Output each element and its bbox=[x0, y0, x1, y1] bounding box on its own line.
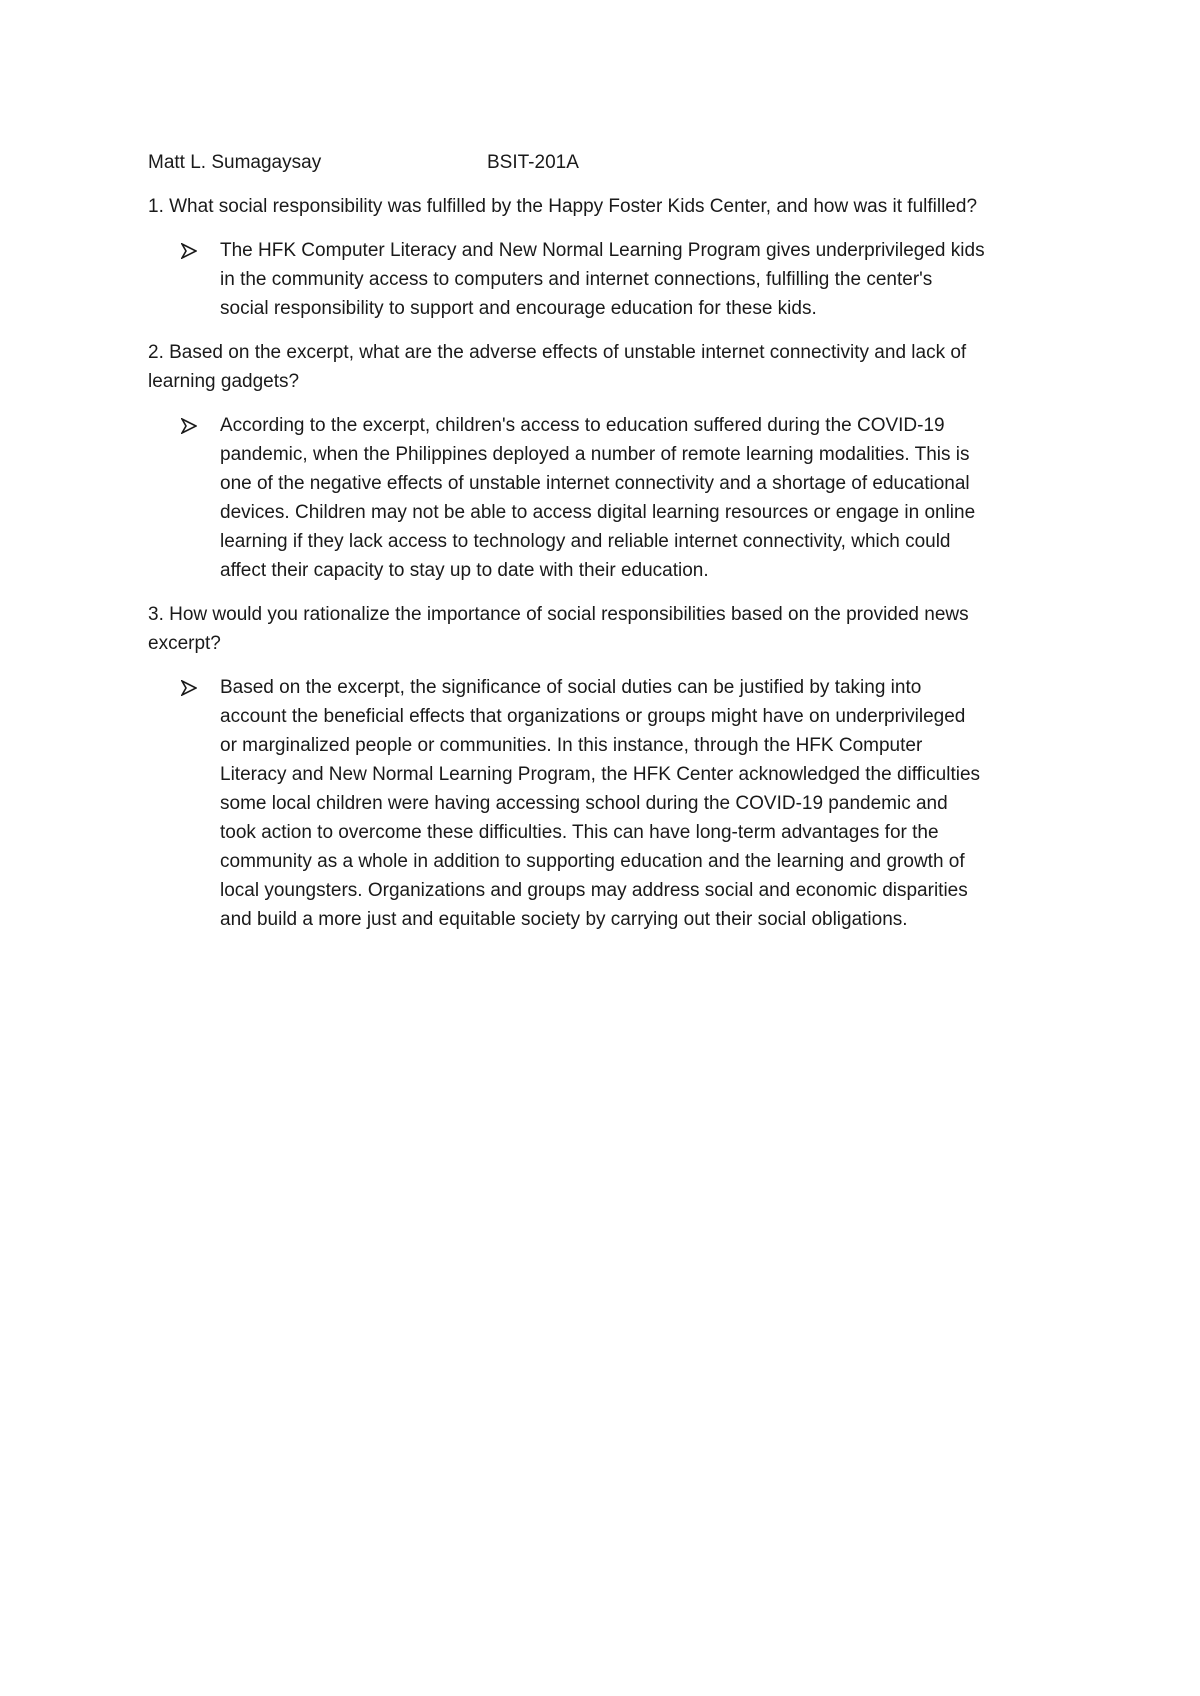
answer-3-text: Based on the excerpt, the significance of social duties can be justified by taking into account the beneficial effects that organizations or groups might have on underprivileged or marginalized people or communities. In this instance, through the HFK Computer Literacy and New Normal Learning Program, the HFK Center acknowledged the difficulties some local children were having accessing school during the COVID-19 pandemic and took action to overcome these difficulties. This can have long-term advantages for the community as a whole in addition to supporting education and the learning and growth of local youngsters. Organizations and groups may address social and economic disparities and build a more just and equitable society by carrying out their social obligations. bbox=[220, 677, 981, 930]
section-code: BSIT-201A bbox=[487, 152, 579, 173]
document-body bbox=[148, 148, 988, 949]
document-header bbox=[148, 148, 988, 177]
answer-1 bbox=[148, 236, 986, 323]
answer-2-text: According to the excerpt, children's access to education suffered during the COVID-19 pandemic, when the Philippines deployed a number of remote learning modalities. This is one of the negative effects of unstable internet connectivity and a shortage of educational devices. Children may not be able to access digital learning resources or engage in online learning if they lack access to technology and reliable internet connectivity, which could affect their capacity to stay up to date with their education. bbox=[220, 415, 976, 581]
answer-1-text: The HFK Computer Literacy and New Normal Learning Program gives underprivileged kids in the community access to computers and internet connections, fulfilling the center's social responsibility to support and encourage education for these kids. bbox=[220, 240, 985, 319]
student-name: Matt L. Sumagaysay bbox=[148, 152, 322, 173]
arrowhead-bullet-icon bbox=[181, 411, 203, 440]
question-3: 3. How would you rationalize the importance of social responsibilities based on the provided news excerpt? bbox=[148, 604, 969, 654]
arrowhead-bullet-icon bbox=[181, 236, 203, 265]
question-1: 1. What social responsibility was fulfilled by the Happy Foster Kids Center, and how was it fulfilled? bbox=[148, 196, 978, 217]
answer-2 bbox=[148, 411, 986, 585]
question-2: 2. Based on the excerpt, what are the adverse effects of unstable internet connectivity and lack of learning gadgets? bbox=[148, 342, 967, 392]
arrowhead-bullet-icon bbox=[181, 673, 203, 702]
answer-3 bbox=[148, 673, 986, 934]
